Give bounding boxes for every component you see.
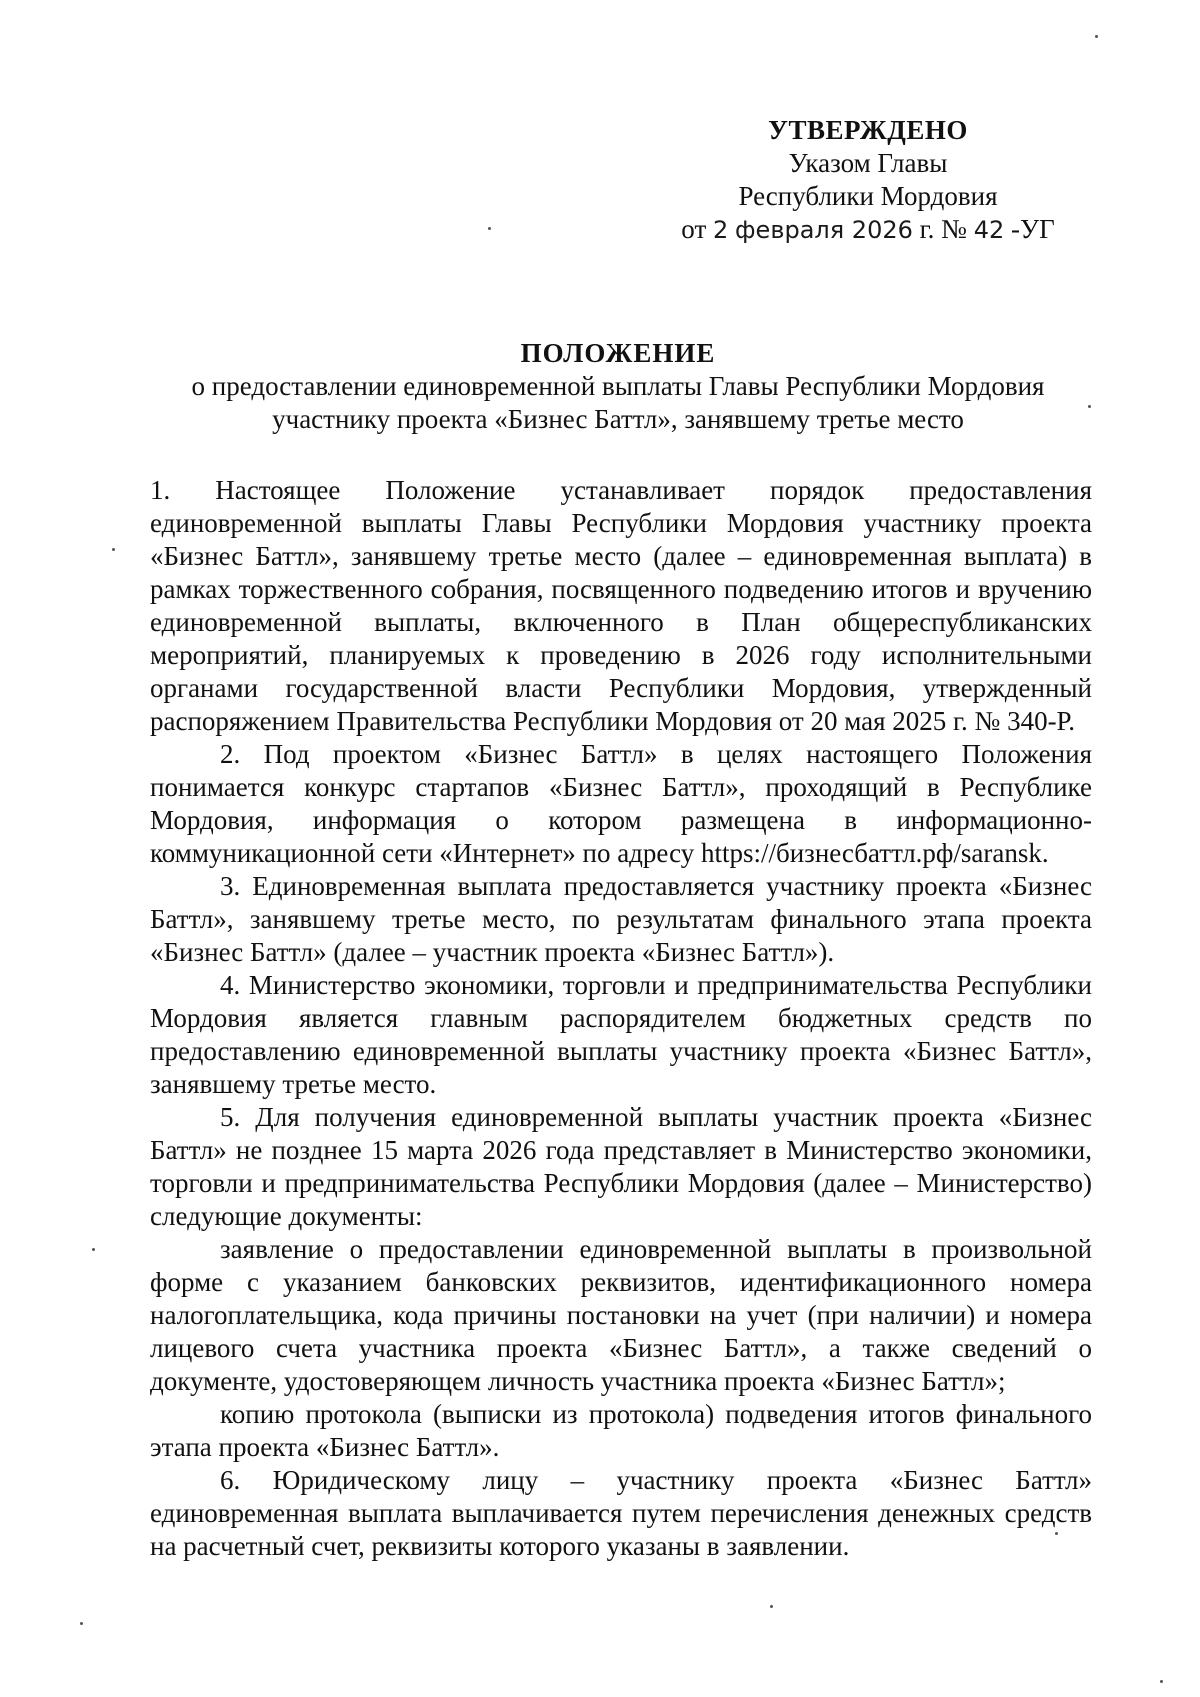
paragraph-3: 3. Единовременная выплата предоставляется участнику проекта «Бизнес Баттл», занявшему третье место, по результатам финального этапа проекта «Бизнес Баттл» (далее – участник проекта «Бизнес Баттл»). xyxy=(150,871,1092,967)
date-month-year: февраля 2026 xyxy=(735,216,913,244)
scan-speck xyxy=(1160,1680,1163,1683)
paragraph-5-item-2: копию протокола (выписки из протокола) подведения итогов финального этапа проекта «Бизнес Баттл». xyxy=(150,1399,1092,1462)
order-number-suffix: -УГ xyxy=(1010,214,1055,244)
paragraph-5-item-1: заявление о предоставлении единовременной выплаты в произвольной форме с указанием банковских реквизитов, идентификационного номера налогоплательщика, кода причины постановки на учет (при наличии) и номера лицевого счета участника проекта «Бизнес Баттл», а также сведений о документе, удостоверяющем личность участника проекта «Бизнес Баттл»; xyxy=(150,1234,1092,1396)
paragraph-4: 4. Министерство экономики, торговли и предпринимательства Республики Мордовия является главным распорядителем бюджетных средств по предоставлению единовременной выплаты участнику проекта «Бизнес Баттл», занявшему третье место. xyxy=(150,970,1092,1099)
document-title: ПОЛОЖЕНИЕ xyxy=(520,338,716,368)
scan-speck xyxy=(80,1622,83,1625)
scan-speck xyxy=(1095,35,1098,38)
paragraph-2: 2. Под проектом «Бизнес Баттл» в целях настоящего Положения понимается конкурс стартапов «Бизнес Баттл», проходящий в Республике Мордовия, информация о котором размещена в информационно-коммуникационной сети «Интернет» по адресу https://бизнесбаттл.рф/saransk. xyxy=(150,739,1092,868)
paragraph-1: 1. Настоящее Положение устанавливает порядок предоставления единовременной выплаты Главы Республики Мордовия участнику проекта «Бизнес Баттл», занявшему третье место (далее – единовременная выплата) в рамках торжественного собрания, посвященного подведению итогов и вручению единовременной выплаты, включенного в План общереспубликанских мероприятий, планируемых к проведению в 2026 году исполнительными органами государственной власти Республики Мордовия, утвержденный распоряжением Правительства Республики Мордовия от 20 мая 2025 г. № 340-Р. xyxy=(150,475,1092,736)
paragraph-6: 6. Юридическому лицу – участнику проекта «Бизнес Баттл» единовременная выплата выплачивается путем перечисления денежных средств на расчетный счет, реквизиты которого указаны в заявлении. xyxy=(150,1465,1092,1561)
document-title-block xyxy=(150,337,1086,436)
paragraph-5: 5. Для получения единовременной выплаты участник проекта «Бизнес Баттл» не позднее 15 марта 2026 года представляет в Министерство экономики, торговли и предпринимательства Республики Мордовия (далее – Министерство) следующие документы: xyxy=(150,1102,1092,1231)
scan-speck xyxy=(1088,405,1091,408)
scan-speck xyxy=(1055,1532,1058,1535)
date-day: 2 xyxy=(713,216,729,244)
scan-speck xyxy=(488,227,491,230)
scan-speck xyxy=(770,1605,773,1608)
scan-speck xyxy=(112,548,115,551)
approval-line-1: Указом Главы xyxy=(788,148,948,178)
document-subtitle-line-2: участнику проекта «Бизнес Баттл», занявшему третье место xyxy=(272,404,964,434)
approval-stamp xyxy=(668,114,1068,247)
scan-speck xyxy=(92,1248,95,1251)
document-subtitle-line-1: о предоставлении единовременной выплаты Главы Республики Мордовия xyxy=(191,371,1045,401)
approval-line-2: Республики Мордовия xyxy=(738,181,998,211)
order-number: 42 xyxy=(973,216,1005,244)
date-suffix: г. № xyxy=(919,214,967,244)
date-prefix: от xyxy=(681,214,707,244)
approval-date-line xyxy=(668,213,1068,247)
approval-heading: УТВЕРЖДЕНО xyxy=(768,115,968,145)
document-body xyxy=(150,474,1092,1563)
